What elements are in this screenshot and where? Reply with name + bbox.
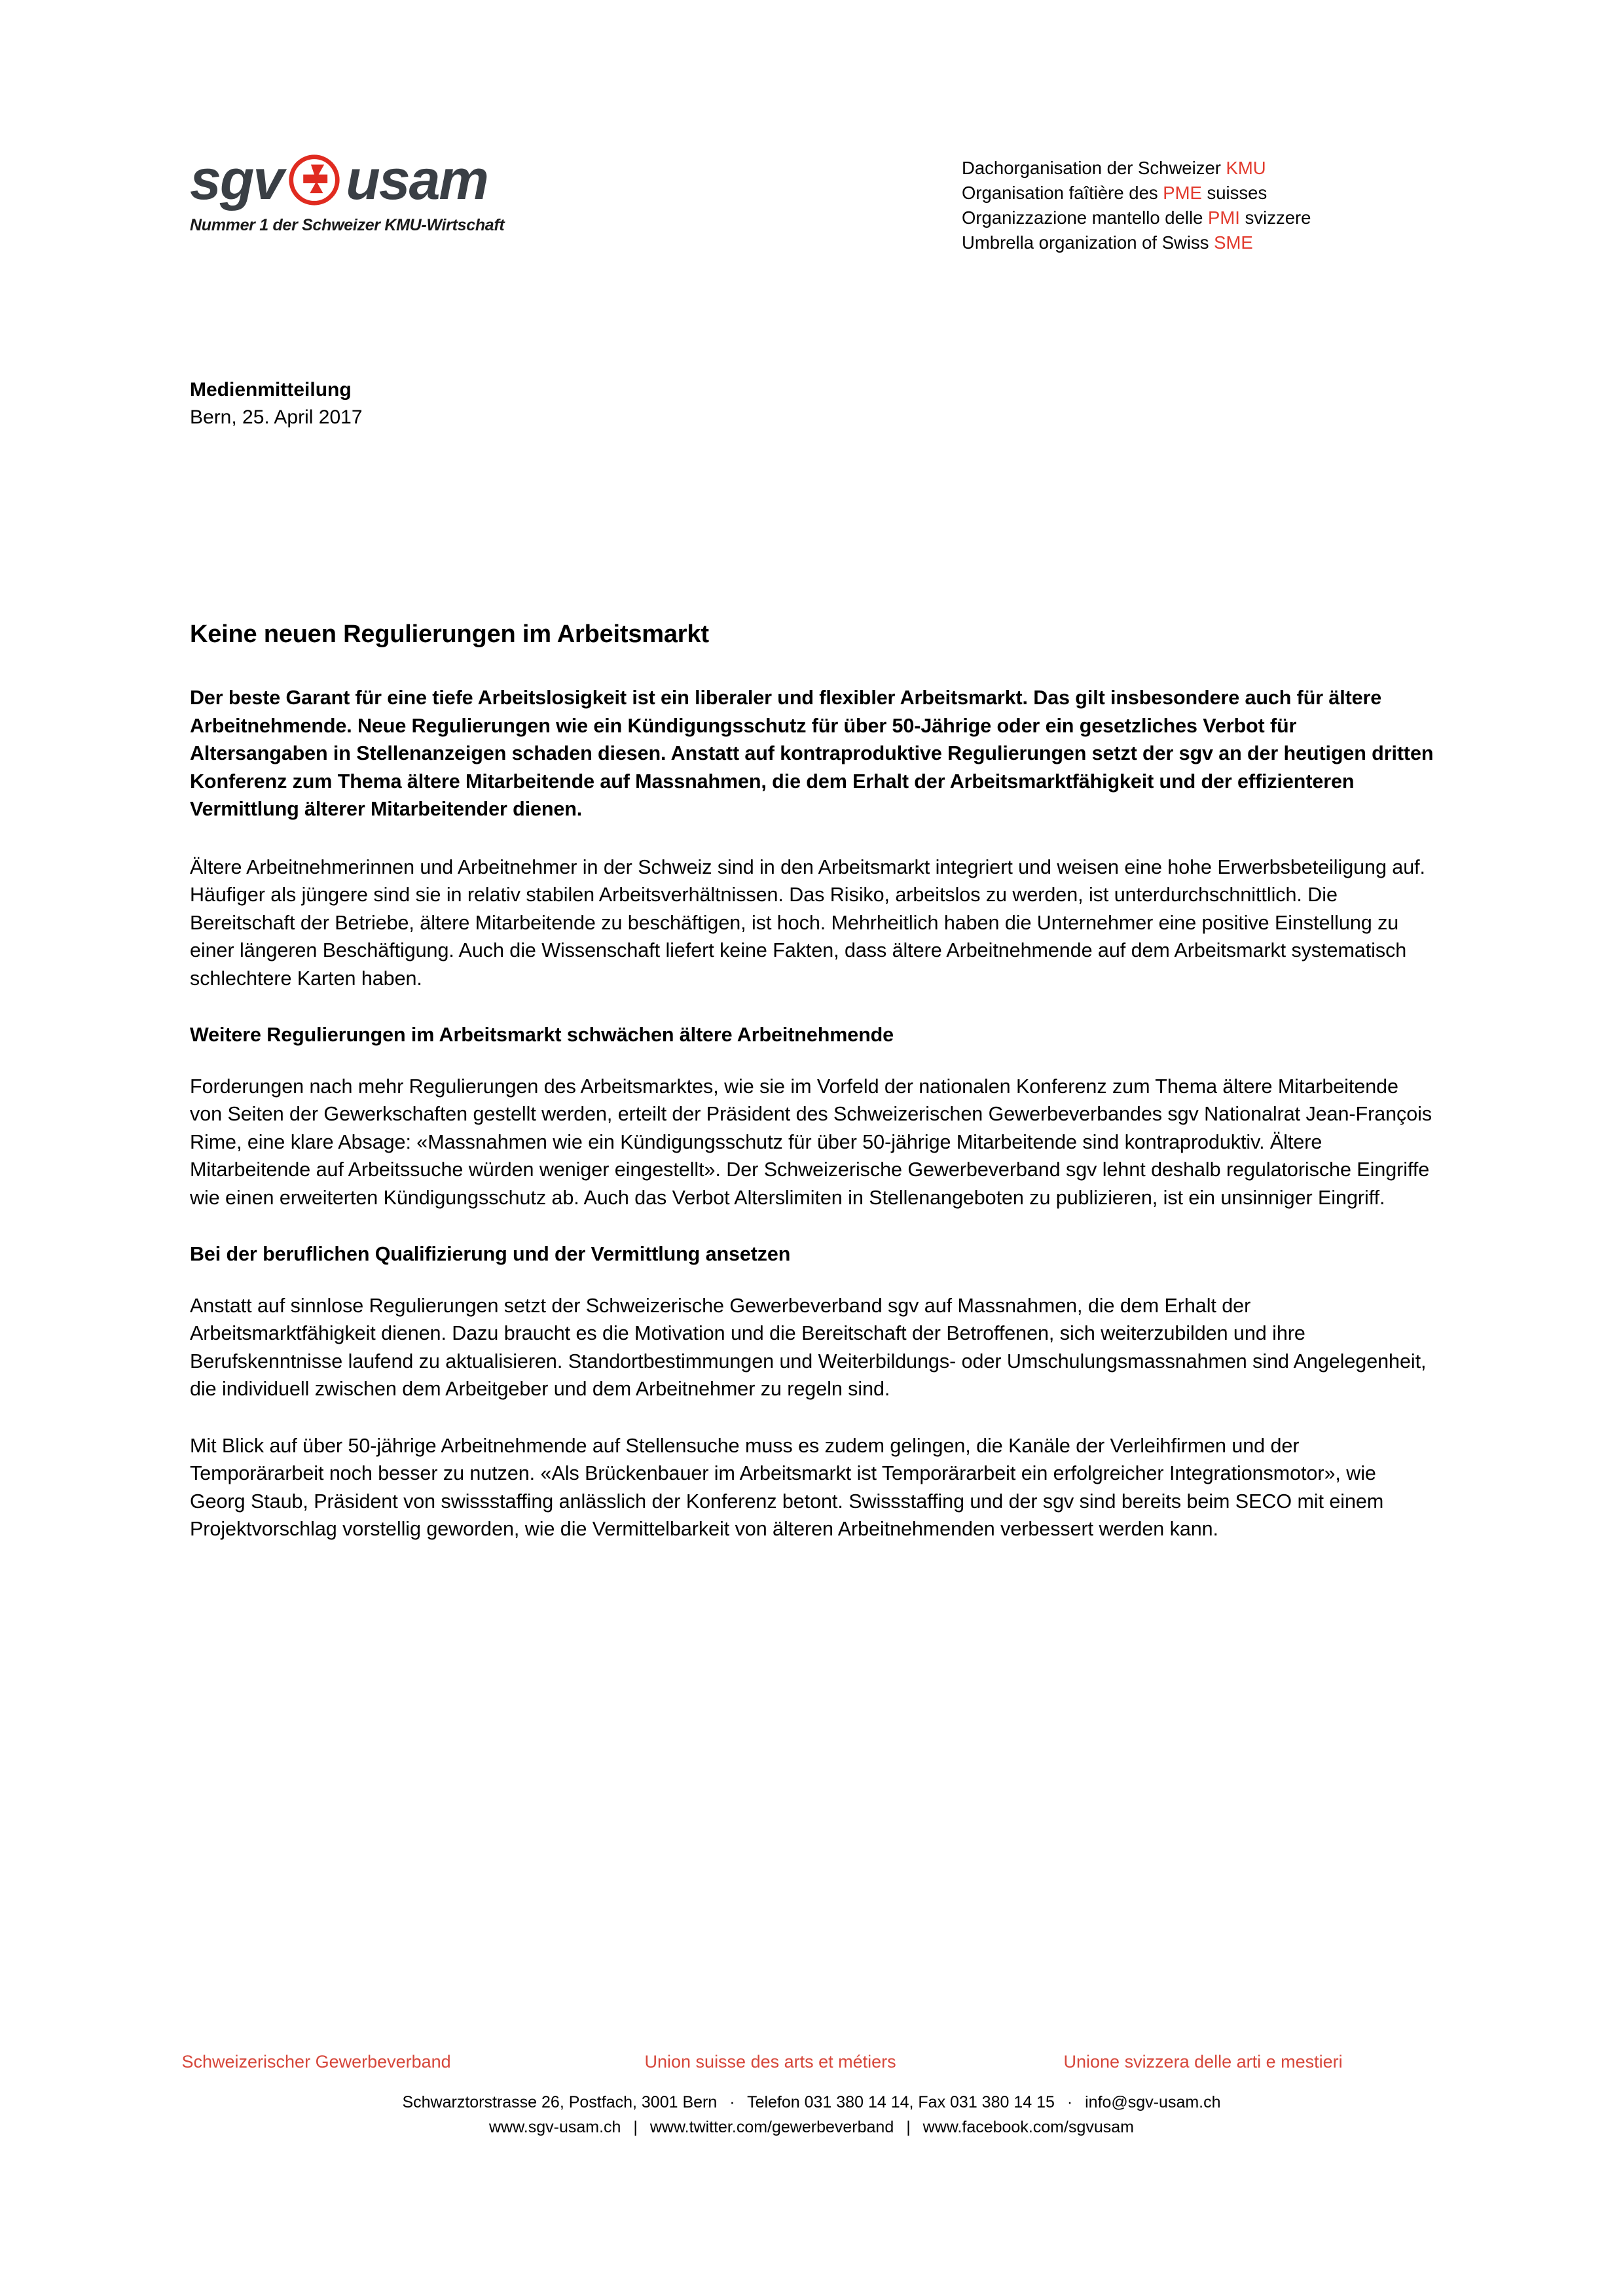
document-meta (190, 376, 363, 431)
footer-address: Schwarztorstrasse 26, Postfach, 3001 Bern (402, 2093, 718, 2111)
org-accent-pmi: PMI (1208, 207, 1240, 228)
logo-tagline: Nummer 1 der Schweizer KMU-Wirtschaft (190, 216, 505, 234)
document-body (190, 619, 1434, 1572)
document-type-label: Medienmitteilung (190, 379, 352, 401)
page-title: Keine neuen Regulierungen im Arbeitsmarkt (190, 620, 709, 648)
footer-phone: Telefon 031 380 14 14, Fax 031 380 14 15 (747, 2093, 1055, 2111)
footer-contact-line (0, 2090, 1623, 2115)
document-header (190, 149, 1459, 255)
org-accent-kmu: KMU (1226, 158, 1266, 178)
intro-paragraph: Ältere Arbeitnehmerinnen und Arbeitnehmer in der Schweiz sind in den Arbeitsmarkt integriert und weisen eine hohe Erwerbsbeteiligung auf. Häufiger als jüngere sind sie in relativ stabilen Arbeitsverhältnissen. Das Risiko, arbeitslos zu werden, ist unterdurchschnittlich. Die Bereitschaft der Betriebe, ältere Mitarbeitende zu beschäftigen, ist hoch. Mehrheitlich haben die Unternehmer eine positive Einstellung zu einer längeren Beschäftigung. Auch die Wissenschaft liefert keine Fakten, dass ältere Arbeitnehmende auf dem Arbeitsmarkt systematisch schlechtere Karten haben. (190, 855, 1425, 990)
org-accent-pme: PME (1163, 183, 1202, 203)
logo-word-sgv: sgv (190, 149, 283, 211)
logo-wordmark (190, 149, 556, 211)
section-paragraph: Anstatt auf sinnlose Regulierungen setzt der Schweizerische Gewerbeverband sgv auf Massnahmen, die dem Erhalt der Arbeitsmarktfähigkeit dienen. Dazu braucht es die Motivation und die Bereitschaft der Betroffenen, sich weiterzubilden und ihre Berufskenntnisse laufend zu aktualisieren. Standortbestimmungen und Weiterbildungs- oder Umschulungsmassnahmen sind Angelegenheit, die individuell zwischen dem Arbeitgeber und dem Arbeitnehmer zu regeln sind. (190, 1294, 1427, 1400)
footer-org-it: Unione svizzera delle arti e mestieri (1063, 2052, 1343, 2072)
place-and-date: Bern, 25. April 2017 (190, 406, 363, 428)
org-accent-sme: SME (1214, 232, 1253, 253)
section-qualification (190, 1240, 1434, 1543)
footer-link-facebook[interactable]: www.facebook.com/sgvusam (922, 2118, 1134, 2136)
document-footer (0, 2052, 1623, 2140)
footer-separator: · (1067, 2093, 1073, 2111)
footer-org-de: Schweizerischer Gewerbeverband (181, 2052, 451, 2072)
footer-email[interactable]: info@sgv-usam.ch (1085, 2093, 1221, 2111)
footer-organization-names (170, 2052, 1453, 2081)
footer-separator: | (633, 2118, 638, 2136)
section-paragraph: Mit Blick auf über 50-jährige Arbeitnehmende auf Stellensuche muss es zudem gelingen, die Kanäle der Verleihfirmen und der Temporärarbeit noch besser zu nutzen. «Als Brückenbauer im Arbeitsmarkt ist Temporärarbeit ein erfolgreicher Integrationsmotor», wie Georg Staub, Präsident von swissstaffing anlässlich der Konferenz betont. Swissstaffing und der sgv sind bereits beim SECO mit einem Projektvorschlag vorstellig geworden, wie die Vermittelbarkeit von älteren Arbeitnehmenden verbessert werden kann. (190, 1434, 1384, 1540)
lead-paragraph: Der beste Garant für eine tiefe Arbeitslosigkeit ist ein liberaler und flexibler Arbeitsmarkt. Das gilt insbesondere auch für ältere Arbeitnehmende. Neue Regulierungen wie ein Kündigungsschutz für über 50-Jährige oder ein gesetzliches Verbot für Altersangaben in Stellenanzeigen schaden diesen. Anstatt auf kontraproduktive Regulierungen setzt der sgv an der heutigen dritten Konferenz zum Thema ältere Mitarbeitende auf Massnahmen, die dem Erhalt der Arbeitsmarktfähigkeit und der effizienteren Vermittlung älterer Mitarbeitender dienen. (190, 687, 1434, 820)
logo-word-usam: usam (346, 149, 488, 211)
section-heading-qualification: Bei der beruflichen Qualifizierung und der Vermittlung ansetzen (190, 1243, 791, 1265)
org-line-en: Umbrella organization of Swiss SME (962, 232, 1253, 253)
footer-link-website[interactable]: www.sgv-usam.ch (488, 2118, 621, 2136)
footer-link-twitter[interactable]: www.twitter.com/gewerbeverband (649, 2118, 894, 2136)
organization-names (962, 156, 1459, 255)
footer-links-line (0, 2115, 1623, 2140)
section-heading-regulations: Weitere Regulierungen im Arbeitsmarkt schwächen ältere Arbeitnehmende (190, 1024, 894, 1046)
sgv-usam-logo (190, 149, 556, 235)
org-line-fr: Organisation faîtière des PME suisses (962, 183, 1267, 203)
section-regulations (190, 1021, 1434, 1211)
sgv-usam-emblem-icon (287, 152, 342, 207)
footer-separator: | (906, 2118, 911, 2136)
org-line-it: Organizzazione mantello delle PMI svizzere (962, 207, 1311, 228)
section-paragraph: Forderungen nach mehr Regulierungen des Arbeitsmarktes, wie sie im Vorfeld der nationalen Konferenz zum Thema ältere Mitarbeitende von Seiten der Gewerkschaften gestellt werden, erteilt der Präsident des Schweizerischen Gewerbeverbandes sgv Nationalrat Jean-François Rime, eine klare Absage: «Massnahmen wie ein Kündigungsschutz für über 50-jährige Mitarbeitende sind kontraproduktiv. Ältere Mitarbeitende auf Arbeitssuche würden weniger eingestellt». Der Schweizerische Gewerbeverband sgv lehnt deshalb regulatorische Eingriffe wie einen erweiterten Kündigungsschutz ab. Auch das Verbot Alterslimiten in Stellenangeboten zu publizieren, ist ein unsinniger Eingriff. (190, 1075, 1432, 1209)
footer-separator: · (729, 2093, 735, 2111)
footer-org-fr: Union suisse des arts et métiers (644, 2052, 896, 2072)
org-line-de: Dachorganisation der Schweizer KMU (962, 158, 1266, 178)
